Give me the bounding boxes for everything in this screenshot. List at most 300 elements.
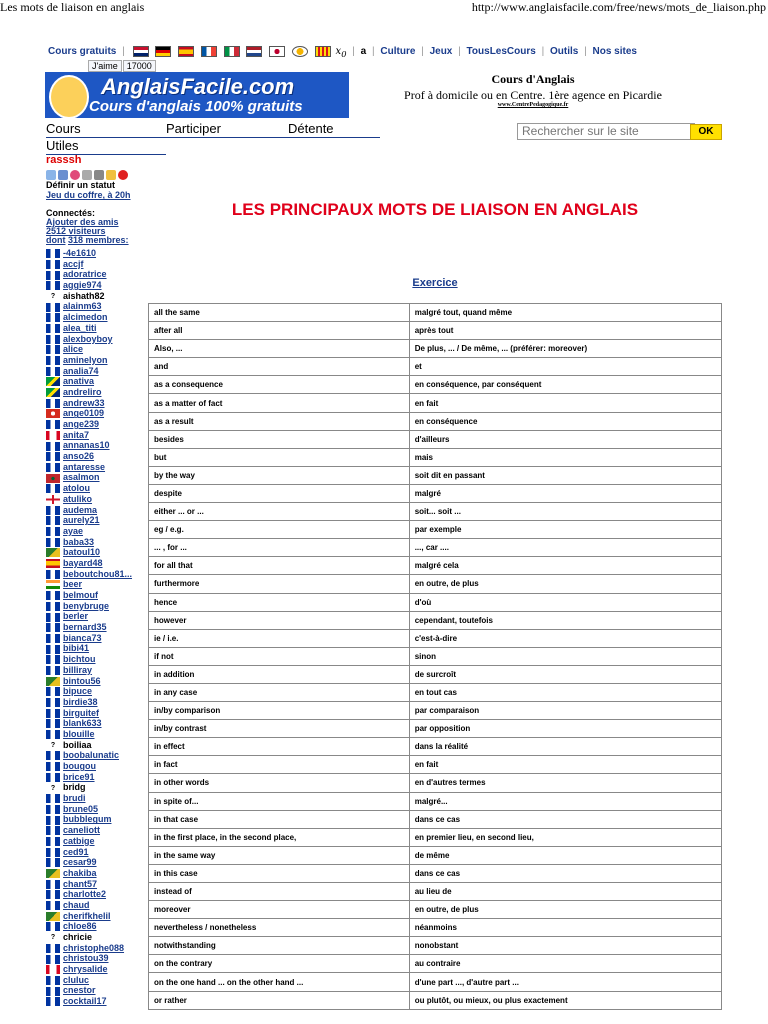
menu-cours[interactable]: Cours (46, 121, 81, 136)
member-item[interactable] (46, 312, 146, 323)
country-flag-icon (46, 271, 60, 280)
english-term: in the first place, in the second place, (149, 828, 410, 846)
ad-title[interactable]: Cours d'Anglais (491, 72, 575, 86)
members-count[interactable]: 318 membres: (68, 235, 129, 245)
country-flag-icon (46, 420, 60, 429)
like-button[interactable]: J'aime (88, 60, 122, 72)
friends-icon[interactable] (58, 170, 68, 180)
member-item[interactable] (46, 259, 146, 270)
member-name[interactable]: bichtou (63, 654, 96, 665)
member-item[interactable] (46, 847, 146, 858)
member-name[interactable]: adoratrice (63, 269, 107, 280)
member-name[interactable]: aggie974 (63, 280, 102, 291)
english-term: in any case (149, 683, 410, 701)
menu-detente[interactable]: Détente (288, 121, 334, 136)
table-row (149, 955, 722, 973)
dutch-flag-icon[interactable] (246, 46, 262, 57)
member-name[interactable]: christou39 (63, 953, 109, 964)
english-term: in addition (149, 665, 410, 683)
english-term: notwithstanding (149, 937, 410, 955)
country-flag-icon (46, 826, 60, 835)
country-flag-icon (46, 356, 60, 365)
member-item[interactable] (46, 686, 146, 697)
letter-a-icon[interactable]: a (360, 46, 367, 57)
member-name[interactable]: bibi41 (63, 643, 90, 654)
nav-culture[interactable]: Culture (380, 46, 416, 57)
member-item[interactable] (46, 408, 146, 419)
member-name[interactable]: audema (63, 504, 98, 515)
menu-participer[interactable]: Participer (166, 121, 221, 136)
member-item[interactable] (46, 323, 146, 334)
member-name[interactable]: boobalunatic (63, 750, 119, 761)
member-item[interactable] (46, 793, 146, 804)
member-name[interactable]: blank633 (63, 718, 102, 729)
table-row (149, 665, 722, 683)
nav-cours-gratuits[interactable]: Cours gratuits (48, 46, 117, 57)
member-name[interactable]: cluluc (63, 974, 90, 985)
french-translation: par comparaison (409, 702, 721, 720)
member-name[interactable]: chaud (63, 899, 90, 910)
french-translation: ou plutôt, ou mieux, ou plus exactement (409, 991, 721, 1009)
french-translation: soit dit en passant (409, 466, 721, 484)
member-item[interactable] (46, 526, 146, 537)
member-name[interactable]: bintou56 (63, 675, 101, 686)
member-name[interactable]: aishath82 (63, 290, 105, 301)
country-flag-icon (46, 955, 60, 964)
site-logo[interactable] (45, 72, 349, 118)
member-item[interactable] (46, 975, 146, 986)
like-widget[interactable] (88, 61, 157, 71)
french-translation: cependant, toutefois (409, 611, 721, 629)
french-translation: par opposition (409, 720, 721, 738)
english-term: as a result (149, 412, 410, 430)
member-name[interactable]: bubblegum (63, 814, 112, 825)
country-flag-icon (46, 559, 60, 568)
member-item[interactable] (46, 269, 146, 280)
english-term: in that case (149, 810, 410, 828)
member-name[interactable]: billiray (63, 664, 93, 675)
table-row (149, 973, 722, 991)
french-translation: malgré... (409, 792, 721, 810)
member-item[interactable] (46, 366, 146, 377)
country-flag-icon (46, 666, 60, 675)
table-row (149, 810, 722, 828)
member-name[interactable]: alea_titi (63, 322, 97, 333)
country-flag-icon (46, 805, 60, 814)
french-translation: néanmoins (409, 919, 721, 937)
country-flag-icon (46, 324, 60, 333)
member-name[interactable]: bipuce (63, 686, 93, 697)
country-flag-icon (46, 367, 60, 376)
member-item[interactable] (46, 921, 146, 932)
french-translation: d'où (409, 593, 721, 611)
country-flag-icon (46, 548, 60, 557)
close-icon[interactable] (118, 170, 128, 180)
french-translation: en fait (409, 394, 721, 412)
country-flag-icon (46, 388, 60, 397)
member-name[interactable]: beboutchou81... (63, 568, 133, 579)
member-item[interactable] (46, 761, 146, 772)
browser-tab-title: Les mots de liaison en anglais (0, 0, 145, 14)
member-name[interactable]: atuliko (63, 493, 93, 504)
treasure-game-link[interactable]: Jeu du coffre, à 20h (46, 190, 131, 200)
member-item[interactable] (46, 515, 146, 526)
member-name[interactable]: beer (63, 579, 83, 590)
english-term: as a matter of fact (149, 394, 410, 412)
english-term: either ... or ... (149, 503, 410, 521)
french-translation: en conséquence, par conséquent (409, 376, 721, 394)
member-name[interactable]: ange0109 (63, 408, 105, 419)
ad-subtitle: Prof à domicile ou en Centre. 1ère agence en Picardie (404, 88, 662, 102)
member-name[interactable]: berler (63, 611, 89, 622)
member-name[interactable]: atolou (63, 483, 90, 494)
english-term: ie / i.e. (149, 629, 410, 647)
catalan-flag-icon[interactable] (315, 46, 331, 57)
member-item[interactable] (46, 601, 146, 612)
member-item[interactable] (46, 472, 146, 483)
country-flag-icon (46, 645, 60, 654)
country-flag-icon (46, 516, 60, 525)
italian-flag-icon[interactable] (224, 46, 240, 57)
member-item[interactable] (46, 505, 146, 516)
member-item[interactable] (46, 440, 146, 451)
english-term: in other words (149, 774, 410, 792)
country-flag-icon (46, 880, 60, 889)
member-item[interactable] (46, 643, 146, 654)
member-name[interactable]: chloe86 (63, 921, 97, 932)
member-item[interactable] (46, 676, 146, 687)
table-row (149, 846, 722, 864)
member-item[interactable] (46, 985, 146, 996)
french-translation: en conséquence (409, 412, 721, 430)
member-item[interactable] (46, 398, 146, 409)
member-name[interactable]: alcimedon (63, 312, 108, 323)
member-name[interactable]: anso26 (63, 451, 95, 462)
table-row (149, 792, 722, 810)
member-name[interactable]: andrew33 (63, 397, 105, 408)
search-input[interactable] (517, 123, 695, 140)
spanish-flag-icon[interactable] (178, 46, 194, 57)
french-translation: mais (409, 448, 721, 466)
member-name[interactable]: ced91 (63, 846, 89, 857)
username[interactable]: rasssh (46, 154, 82, 166)
member-item[interactable] (46, 665, 146, 676)
table-row (149, 430, 722, 448)
member-item[interactable] (46, 996, 146, 1007)
member-item[interactable] (46, 836, 146, 847)
english-term: besides (149, 430, 410, 448)
french-translation: en d'autres termes (409, 774, 721, 792)
member-item[interactable] (46, 825, 146, 836)
guest-icon: ? (50, 292, 56, 300)
member-name[interactable]: charlotte2 (63, 889, 107, 900)
search-ok-button[interactable]: OK (690, 124, 722, 140)
french-translation: d'une part ..., d'autre part ... (409, 973, 721, 991)
page-heading: LES PRINCIPAUX MOTS DE LIAISON EN ANGLAIS (231, 200, 639, 219)
member-item[interactable] (46, 654, 146, 665)
member-name[interactable]: -4e1610 (63, 248, 97, 258)
member-list (46, 248, 146, 1007)
member-item[interactable] (46, 718, 146, 729)
country-flag-icon (46, 922, 60, 931)
member-item[interactable] (46, 419, 146, 430)
member-item[interactable] (46, 932, 146, 943)
uk-flag-icon[interactable] (133, 46, 149, 57)
member-name[interactable]: alexboyboy (63, 333, 113, 344)
member-item[interactable] (46, 547, 146, 558)
member-item[interactable] (46, 750, 146, 761)
nav-separator: | (122, 46, 125, 57)
member-name[interactable]: boiliaa (63, 739, 92, 750)
member-name[interactable]: cherifkhelil (63, 910, 111, 921)
member-name[interactable]: cnestor (63, 985, 96, 996)
member-item[interactable] (46, 857, 146, 868)
ad-link[interactable]: www.CentrePedagogique.fr (497, 102, 569, 108)
table-row (149, 611, 722, 629)
french-translation: sinon (409, 647, 721, 665)
member-item[interactable] (46, 697, 146, 708)
french-translation: malgré tout, quand même (409, 304, 721, 322)
country-flag-icon (46, 452, 60, 461)
member-name[interactable]: birdie38 (63, 696, 98, 707)
list-icon[interactable] (82, 170, 92, 180)
member-item[interactable] (46, 291, 146, 302)
member-name[interactable]: bianca73 (63, 632, 102, 643)
member-item[interactable] (46, 280, 146, 291)
member-item[interactable] (46, 633, 146, 644)
country-flag-icon (46, 719, 60, 728)
member-item[interactable] (46, 355, 146, 366)
member-name[interactable]: analia74 (63, 365, 99, 376)
member-name[interactable]: alainm63 (63, 301, 102, 312)
member-name[interactable]: accjf (63, 258, 84, 269)
member-name[interactable]: bridg (63, 782, 86, 793)
online-summary (46, 209, 129, 245)
exercise-link[interactable]: Exercice (412, 277, 458, 289)
member-name[interactable]: blouille (63, 728, 95, 739)
nav-outils[interactable]: Outils (550, 46, 579, 57)
member-name[interactable]: cocktail17 (63, 996, 107, 1007)
member-item[interactable] (46, 558, 146, 569)
country-flag-icon (46, 816, 60, 825)
member-name[interactable]: andreliro (63, 386, 102, 397)
nav-tous-les-cours[interactable]: TousLesCours (466, 46, 536, 57)
country-flag-icon (46, 698, 60, 707)
english-term: in the same way (149, 846, 410, 864)
member-name[interactable]: chricie (63, 932, 93, 942)
member-item[interactable] (46, 900, 146, 911)
member-item[interactable] (46, 804, 146, 815)
member-item[interactable] (46, 879, 146, 890)
main-menu (46, 121, 380, 138)
mail-icon[interactable] (46, 170, 56, 180)
german-flag-icon[interactable] (155, 46, 171, 57)
country-flag-icon (46, 613, 60, 622)
dont-label[interactable]: dont (46, 235, 66, 245)
member-item[interactable] (46, 953, 146, 964)
guest-icon: ? (50, 784, 56, 792)
member-name[interactable]: catbige (63, 835, 95, 846)
member-name[interactable]: caneliott (63, 825, 101, 836)
member-item[interactable] (46, 943, 146, 954)
member-item[interactable] (46, 301, 146, 312)
table-row (149, 937, 722, 955)
member-item[interactable] (46, 611, 146, 622)
table-row (149, 358, 722, 376)
french-translation: de surcroît (409, 665, 721, 683)
notepad-icon[interactable] (106, 170, 116, 180)
member-name[interactable]: chrysalide (63, 964, 108, 975)
member-name[interactable]: cesar99 (63, 857, 97, 868)
nav-jeux[interactable]: Jeux (429, 46, 453, 57)
table-row (149, 593, 722, 611)
smiley-icon[interactable] (292, 46, 308, 57)
country-flag-icon (46, 655, 60, 664)
member-item[interactable] (46, 344, 146, 355)
country-flag-icon (46, 377, 60, 386)
member-name[interactable]: chakiba (63, 867, 97, 878)
country-flag-icon (46, 709, 60, 718)
heart-icon[interactable] (70, 170, 80, 180)
member-name[interactable]: anativa (63, 376, 95, 387)
country-flag-icon (46, 848, 60, 857)
country-flag-icon (46, 634, 60, 643)
french-translation: malgré cela (409, 557, 721, 575)
member-name[interactable]: benybruge (63, 600, 110, 611)
member-item[interactable] (46, 964, 146, 975)
country-flag-icon (46, 944, 60, 953)
french-flag-icon[interactable] (201, 46, 217, 57)
member-name[interactable]: birguitef (63, 707, 99, 718)
member-name[interactable]: ange239 (63, 419, 100, 429)
member-name[interactable]: antaresse (63, 461, 106, 472)
member-item[interactable] (46, 483, 146, 494)
table-row (149, 503, 722, 521)
country-flag-icon (46, 303, 60, 312)
member-item[interactable] (46, 430, 146, 441)
french-translation: De plus, ... / De même, ... (préférer: moreover) (409, 340, 721, 358)
member-item[interactable] (46, 537, 146, 548)
french-translation: dans ce cas (409, 864, 721, 882)
table-row (149, 629, 722, 647)
logo-tagline: Cours d'anglais 100% gratuits (89, 98, 303, 115)
table-row (149, 448, 722, 466)
country-flag-icon (46, 751, 60, 760)
french-translation: nonobstant (409, 937, 721, 955)
english-term: furthermore (149, 575, 410, 593)
table-row (149, 412, 722, 430)
set-status[interactable]: Définir un statut (46, 180, 115, 190)
table-row (149, 647, 722, 665)
table-row (149, 774, 722, 792)
member-item[interactable] (46, 462, 146, 473)
table-row (149, 394, 722, 412)
country-flag-icon (46, 730, 60, 739)
member-name[interactable]: annanas10 (63, 440, 110, 451)
french-translation: au lieu de (409, 883, 721, 901)
english-term: in/by comparison (149, 702, 410, 720)
member-name[interactable]: christophe088 (63, 942, 125, 953)
table-row (149, 557, 722, 575)
menu-utiles[interactable]: Utiles (46, 138, 166, 155)
member-name[interactable]: baba33 (63, 536, 95, 547)
member-item[interactable] (46, 376, 146, 387)
member-name[interactable]: aminelyon (63, 354, 108, 365)
english-term: moreover (149, 901, 410, 919)
member-name[interactable]: brice91 (63, 771, 95, 782)
country-flag-icon (46, 869, 60, 878)
sound-icon[interactable] (94, 170, 104, 180)
english-term: but (149, 448, 410, 466)
table-row (149, 683, 722, 701)
member-item[interactable] (46, 590, 146, 601)
member-item[interactable] (46, 814, 146, 825)
member-item[interactable] (46, 889, 146, 900)
french-translation: par exemple (409, 521, 721, 539)
guest-icon: ? (50, 934, 56, 942)
member-item[interactable] (46, 248, 146, 259)
country-flag-icon (46, 623, 60, 632)
table-row (149, 738, 722, 756)
math-symbol-icon[interactable]: $x_0$ (335, 46, 347, 59)
member-name[interactable]: belmouf (63, 590, 98, 600)
country-flag-icon (46, 837, 60, 846)
add-friends-link[interactable]: Ajouter des amis (46, 217, 119, 227)
member-name[interactable]: brudi (63, 793, 86, 804)
member-item[interactable] (46, 729, 146, 740)
visitors-count[interactable]: 2512 visiteurs (46, 226, 106, 236)
member-item[interactable] (46, 451, 146, 462)
member-name[interactable]: brune05 (63, 803, 99, 814)
english-term: hence (149, 593, 410, 611)
country-flag-icon (46, 399, 60, 408)
member-item[interactable] (46, 579, 146, 590)
member-item[interactable] (46, 782, 146, 793)
member-name[interactable]: bernard35 (63, 622, 107, 633)
member-name[interactable]: bougou (63, 761, 96, 771)
member-item[interactable] (46, 622, 146, 633)
english-term: on the one hand ... on the other hand ... (149, 973, 410, 991)
member-name[interactable]: batoul10 (63, 547, 101, 558)
country-flag-icon (46, 570, 60, 579)
table-row (149, 539, 722, 557)
member-name[interactable]: anita7 (63, 429, 90, 440)
member-item[interactable] (46, 387, 146, 398)
member-name[interactable]: aurely21 (63, 515, 100, 526)
member-name[interactable]: alice (63, 344, 84, 355)
member-item[interactable] (46, 911, 146, 922)
member-item[interactable] (46, 334, 146, 345)
member-name[interactable]: ayae (63, 525, 84, 536)
nav-nos-sites[interactable]: Nos sites (592, 46, 637, 57)
member-item[interactable] (46, 494, 146, 505)
country-flag-icon (46, 442, 60, 451)
member-item[interactable] (46, 740, 146, 751)
japanese-flag-icon[interactable] (269, 46, 285, 57)
member-name[interactable]: asalmon (63, 472, 100, 483)
member-item[interactable] (46, 772, 146, 783)
country-flag-icon (46, 858, 60, 867)
member-name[interactable]: chant57 (63, 878, 98, 889)
member-item[interactable] (46, 868, 146, 879)
french-translation: en premier lieu, en second lieu, (409, 828, 721, 846)
member-item[interactable] (46, 569, 146, 580)
table-row (149, 575, 722, 593)
table-row (149, 901, 722, 919)
member-item[interactable] (46, 708, 146, 719)
member-name[interactable]: bayard48 (63, 557, 103, 568)
country-flag-icon (46, 602, 60, 611)
